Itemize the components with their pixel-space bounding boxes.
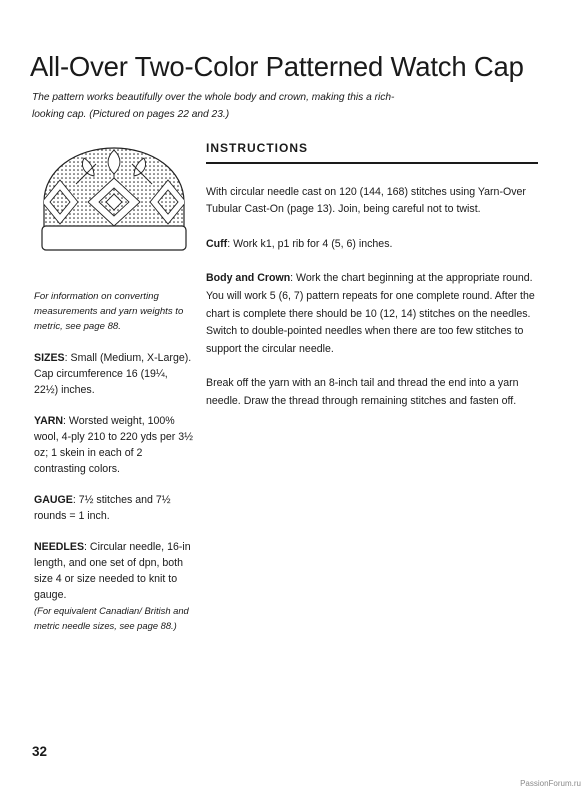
cuff-paragraph: [206, 236, 538, 254]
body-crown-paragraph: [206, 270, 538, 358]
yarn-text: : Worsted weight, 100% wool, 4-ply 210 to 220 yds per 3½ oz; 1 skein in each of 2 contrasting colors.: [34, 415, 194, 475]
knitted-cap-icon: [36, 140, 192, 260]
yarn-label: YARN: [34, 415, 64, 427]
cuff-text: : Work k1, p1 rib for 4 (5, 6) inches.: [227, 237, 393, 250]
page-subtitle: The pattern works beautifully over the whole body and crown, making this a rich-looking cap. (Pictured on pages 22 and 23.): [32, 92, 395, 120]
finish-paragraph: Break off the yarn with an 8-inch tail and thread the end into a yarn needle. Draw the thread through remaining stitches and fasten off.: [206, 377, 519, 407]
sizes-text: : Small (Medium, X-Large). Cap circumference 16 (19¼, 22½) inches.: [34, 352, 192, 396]
cast-on-paragraph: With circular needle cast on 120 (144, 168) stitches using Yarn-Over Tubular Cast-On (page 13). Join, being careful not to twist.: [206, 185, 526, 216]
heading-rule: [206, 162, 538, 164]
needles-label: NEEDLES: [34, 541, 85, 553]
cuff-label: Cuff: [206, 237, 228, 250]
instructions-heading: INSTRUCTIONS: [206, 141, 308, 155]
instructions-section: [206, 140, 538, 428]
page-number: 32: [32, 744, 48, 759]
needles-note: (For equivalent Canadian/ British and metric needle sizes, see page 88.): [34, 605, 189, 631]
body-crown-label: Body and Crown: [206, 272, 291, 285]
yarn-block: [34, 413, 194, 477]
gauge-block: [34, 492, 194, 524]
sizes-label: SIZES: [34, 352, 65, 364]
conversion-note: For information on converting measurements and yarn weights to metric, see page 88.: [34, 291, 184, 332]
sidebar: [34, 289, 194, 648]
gauge-text: : 7½ stitches and 7½ rounds = 1 inch.: [34, 494, 171, 522]
page-title: All-Over Two-Color Patterned Watch Cap: [30, 51, 524, 82]
watermark: PassionForum.ru: [520, 779, 581, 788]
needles-text: : Circular needle, 16-in length, and one set of dpn, both size 4 or size needed to knit to gauge.: [34, 541, 191, 601]
body-crown-text: : Work the chart beginning at the appropriate round. You will work 5 (6, 7) pattern repeats for one complete round. After the chart is complete there should be 10 (12, 14) stitches on the needles. Switch to double-pointed needles when there are too few stitches to support the circular needle.: [206, 272, 535, 355]
needles-block: [34, 539, 194, 633]
sizes-block: [34, 350, 194, 398]
gauge-label: GAUGE: [34, 494, 73, 506]
